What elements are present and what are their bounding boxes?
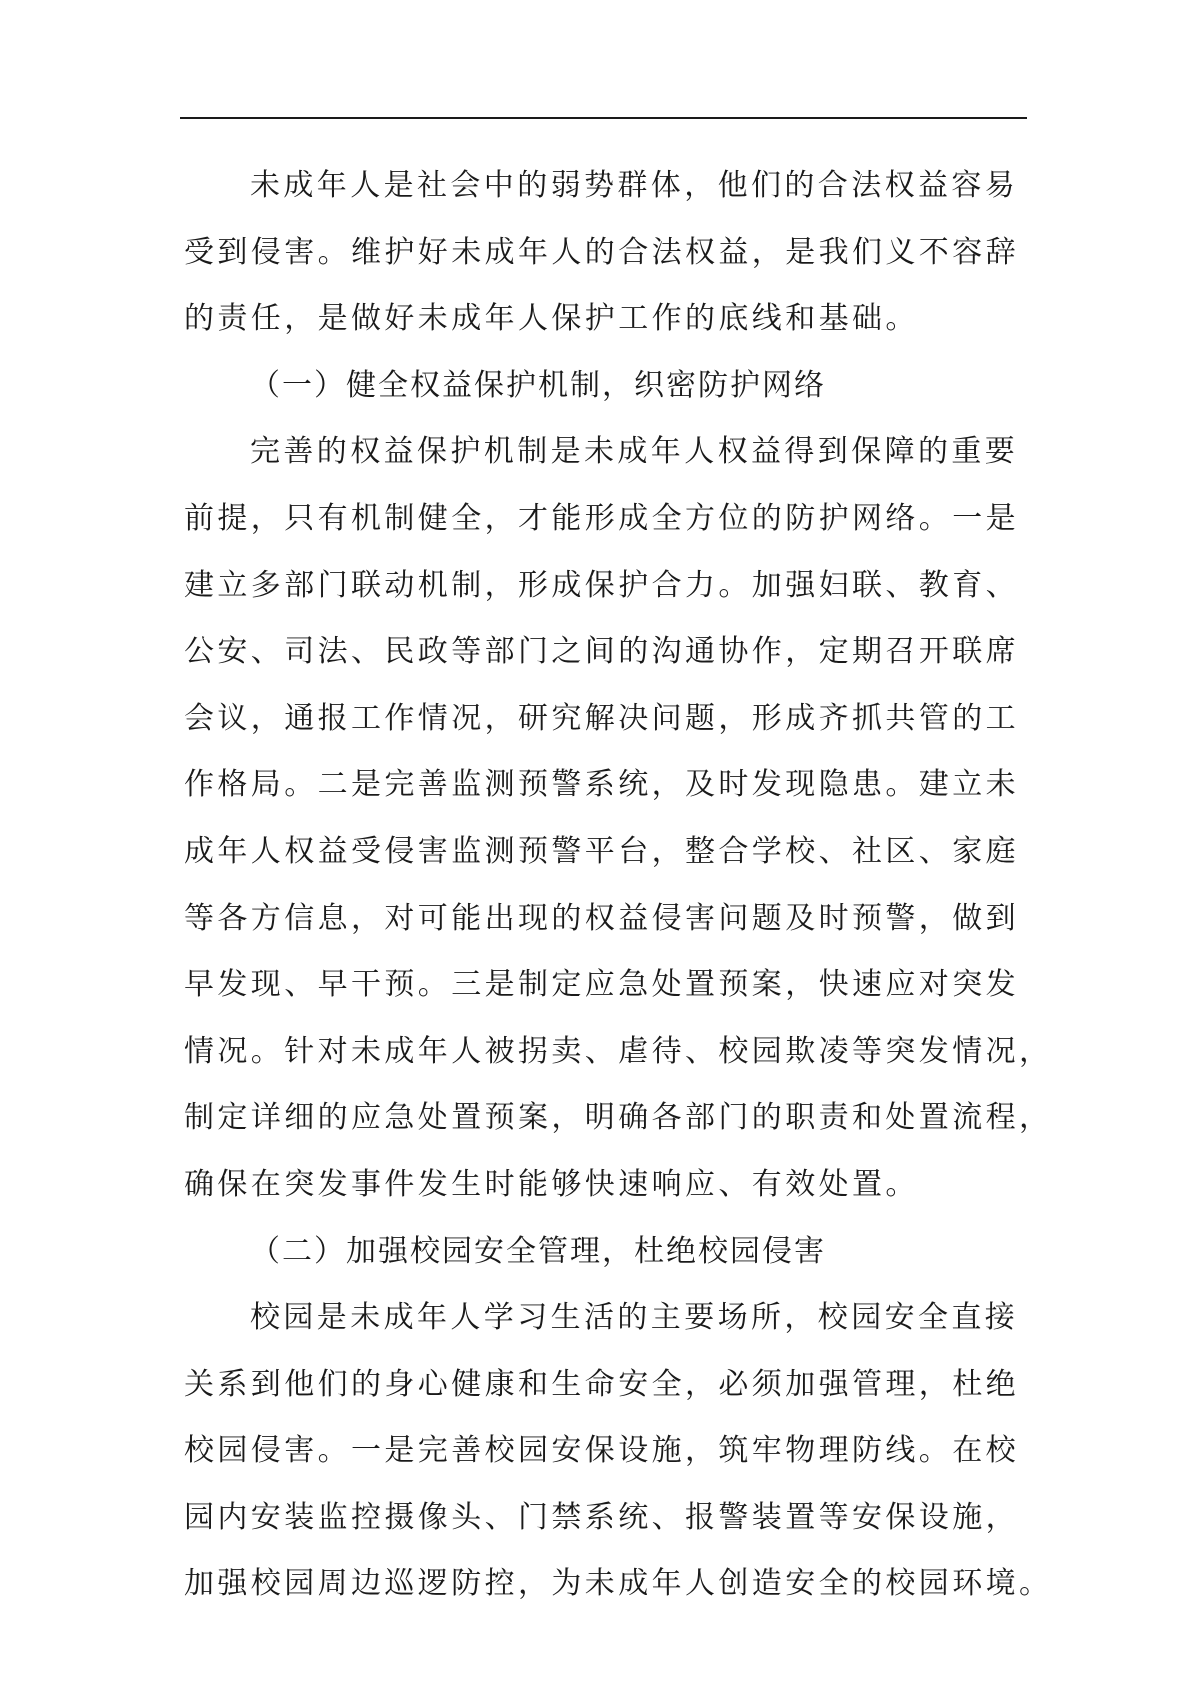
paragraph-line: 建立多部门联动机制，形成保护合力。加强妇联、教育、	[184, 567, 1019, 603]
paragraph-line: 的责任，是做好未成年人保护工作的底线和基础。	[184, 301, 919, 337]
paragraph-line: 完善的权益保护机制是未成年人权益得到保障的重要	[250, 434, 1019, 470]
paragraph-line: 校园是未成年人学习生活的主要场所，校园安全直接	[250, 1300, 1019, 1336]
paragraph-line: 作格局。二是完善监测预警系统，及时发现隐患。建立未	[184, 767, 1019, 803]
section-heading: （一）健全权益保护机制，织密防护网络	[250, 367, 826, 403]
paragraph-line: 未成年人是社会中的弱势群体，他们的合法权益容易	[250, 168, 1019, 203]
paragraph-line: 关系到他们的身心健康和生命安全，必须加强管理，杜绝	[184, 1366, 1019, 1402]
paragraph-line: 公安、司法、民政等部门之间的沟通协作，定期召开联席	[184, 634, 1019, 670]
paragraph-line: 等各方信息，对可能出现的权益侵害问题及时预警，做到	[184, 900, 1019, 936]
section-heading: （二）加强校园安全管理，杜绝校园侵害	[250, 1233, 826, 1269]
paragraph-line: 加强校园周边巡逻防控，为未成年人创造安全的校园环境。	[184, 1566, 1053, 1602]
paragraph-line: 确保在突发事件发生时能够快速响应、有效处置。	[184, 1166, 919, 1202]
paragraph-line: 会议，通报工作情况，研究解决问题，形成齐抓共管的工	[184, 700, 1019, 736]
paragraph-line: 受到侵害。维护好未成年人的合法权益，是我们义不容辞	[184, 234, 1019, 270]
paragraph-line: 早发现、早干预。三是制定应急处置预案，快速应对突发	[184, 967, 1019, 1003]
header-rule	[180, 117, 1027, 119]
paragraph-line: 前提，只有机制健全，才能形成全方位的防护网络。一是	[184, 500, 1019, 536]
paragraph-line: 园内安装监控摄像头、门禁系统、报警装置等安保设施，	[184, 1499, 1019, 1535]
paragraph-line: 情况。针对未成年人被拐卖、虐待、校园欺凌等突发情况，	[184, 1033, 1053, 1069]
document-body	[184, 153, 1053, 1618]
paragraph-line: 成年人权益受侵害监测预警平台，整合学校、社区、家庭	[184, 833, 1019, 869]
paragraph-line: 校园侵害。一是完善校园安保设施，筑牢物理防线。在校	[184, 1433, 1019, 1469]
paragraph-line: 制定详细的应急处置预案，明确各部门的职责和处置流程，	[184, 1100, 1053, 1136]
